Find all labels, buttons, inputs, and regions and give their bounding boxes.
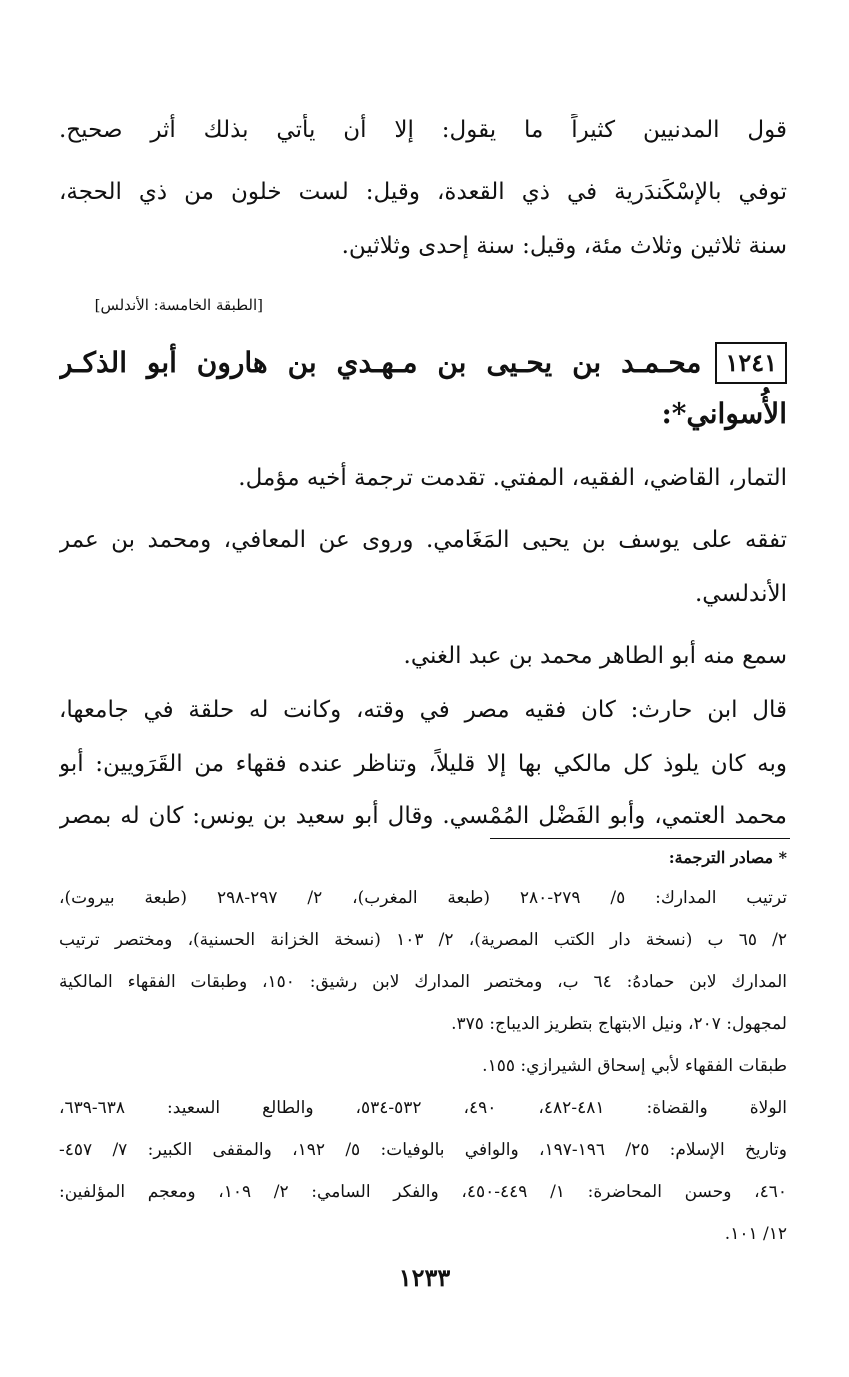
text-line-3: سنة ثلاثين وثلاث مئة، وقيل: سنة إحدى وثلاثين. — [341, 233, 787, 259]
body-line-1: التمار، القاضي، الفقيه، المفتي. تقدمت ترجمة أخيه مؤمل. — [238, 465, 787, 491]
text-line-1: قول المدنيين كثيراً ما يقول: إلا أن يأتي بذلك أثر صحيح. — [59, 117, 787, 143]
footnote-line-5: طبقات الفقهاء لأبي إسحاق الشيرازي: ١٥٥. — [482, 1056, 787, 1076]
footnote-line-9: ١٢/ ١٠١. — [724, 1224, 787, 1244]
entry-name-continued: الأُسواني*: — [661, 397, 787, 430]
entry-number: ١٢٤١ — [715, 342, 787, 384]
body-line-2: تفقه على يوسف بن يحيى المَغَامي. وروى عن المعافي، ومحمد بن عمر — [59, 527, 787, 553]
body-line-4: سمع منه أبو الطاهر محمد بن عبد الغني. — [403, 643, 787, 669]
footnote-line-4: لمجهول: ٢٠٧، ونيل الابتهاج بتطريز الديباج: ٣٧٥. — [451, 1014, 787, 1034]
page-number: ١٢٣٣ — [398, 1263, 451, 1292]
entry-name: محـمـد بن يحـيى بن مـهـدي بن هارون أبو الذكـر — [59, 346, 702, 379]
footnote-line-6: الولاة والقضاة: ٤٨١-٤٨٢، ٤٩٠، ٥٣٢-٥٣٤، والطالع السعيد: ٦٣٨-٦٣٩، — [59, 1098, 787, 1118]
footnote-line-7: وتاريخ الإسلام: ٢٥/ ١٩٦-١٩٧، والوافي بالوفيات: ٥/ ١٩٢، والمقفى الكبير: ٧/ ٤٥٧- — [59, 1140, 787, 1160]
footnote-line-1: ترتيب المدارك: ٥/ ٢٧٩-٢٨٠ (طبعة المغرب)، ٢/ ٢٩٧-٢٩٨ (طبعة بيروت)، — [59, 888, 787, 908]
footnote-line-3: المدارك لابن حمادهُ: ٦٤ ب، ومختصر المدارك لابن رشيق: ١٥٠، وطبقات الفقهاء المالكية — [59, 972, 787, 992]
entry-heading — [59, 340, 787, 386]
footnote-divider — [490, 838, 790, 839]
text-line-2: توفي بالإسْكَندَرية في ذي القعدة، وقيل: لست خلون من ذي الحجة، — [59, 179, 787, 205]
body-line-5: قال ابن حارث: كان فقيه مصر في وقته، وكانت له حلقة في جامعها، — [59, 697, 787, 723]
footnote-line-8: ٤٦٠، وحسن المحاضرة: ١/ ٤٤٩-٤٥٠، والفكر السامي: ٢/ ١٠٩، ومعجم المؤلفين: — [59, 1182, 787, 1202]
body-line-3: الأندلسي. — [695, 581, 787, 607]
footnote-line-2: ٢/ ٦٥ ب (نسخة دار الكتب المصرية)، ٢/ ١٠٣ (نسخة الخزانة الحسنية)، ومختصر ترتيب — [59, 930, 787, 950]
section-label: [الطبقة الخامسة: الأندلس] — [94, 296, 263, 314]
footnote-title: * مصادر الترجمة: — [668, 848, 787, 867]
body-line-6: وبه كان يلوذ كل مالكي بها إلا قليلاً، وتناظر عنده فقهاء من القَرَويين: أبو — [59, 751, 787, 777]
body-line-7: محمد العتمي، وأبو الفَضْل المُمْسي. وقال أبو سعيد بن يونس: كان له بمصر — [59, 803, 787, 829]
